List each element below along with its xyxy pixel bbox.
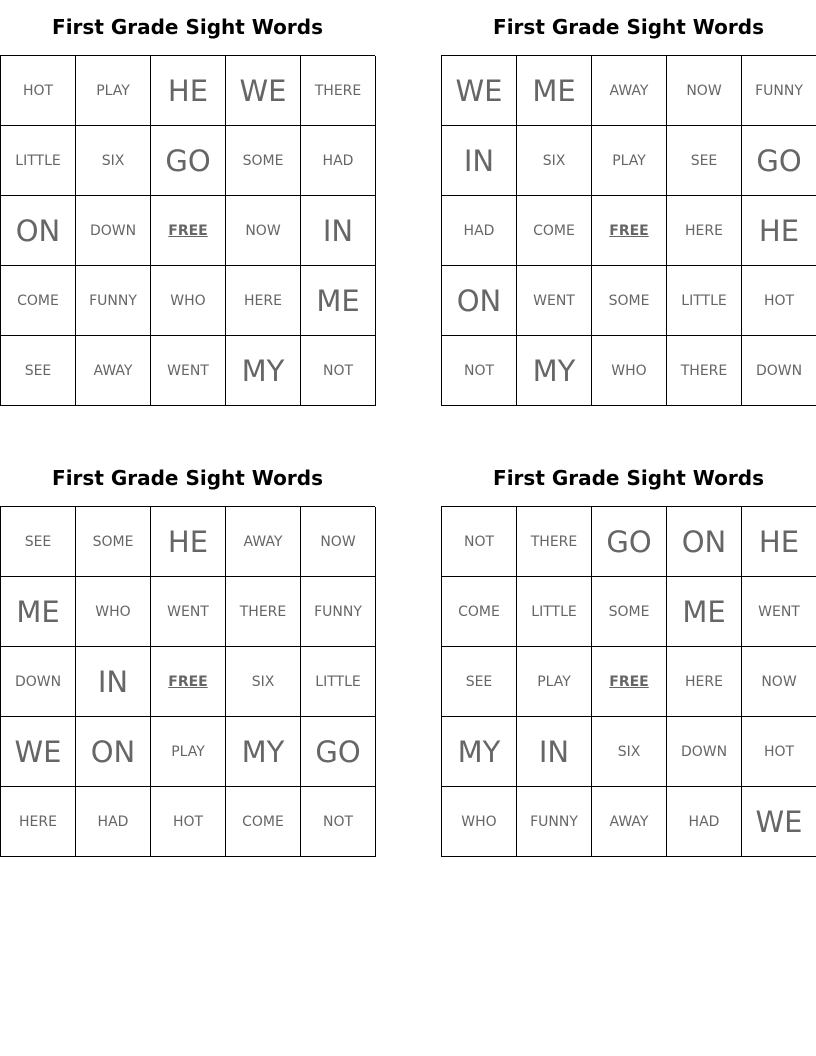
free-space-cell: FREE <box>151 647 226 717</box>
word-cell: SEE <box>1 507 76 577</box>
word-cell: SIX <box>517 126 592 196</box>
word-cell: NOT <box>301 787 376 857</box>
word-cell: SOME <box>592 577 667 647</box>
card-title: First Grade Sight Words <box>493 15 764 39</box>
word-cell: LITTLE <box>517 577 592 647</box>
word-cell: MY <box>226 336 301 406</box>
word-cell: WENT <box>742 577 816 647</box>
word-cell: HOT <box>1 56 76 126</box>
word-cell: DOWN <box>1 647 76 717</box>
word-cell: WHO <box>76 577 151 647</box>
word-cell: SEE <box>1 336 76 406</box>
bingo-grid <box>441 55 816 406</box>
word-cell: GO <box>592 507 667 577</box>
word-cell: DOWN <box>76 196 151 266</box>
word-cell: HOT <box>742 266 816 336</box>
word-cell: NOW <box>226 196 301 266</box>
word-cell: HAD <box>667 787 742 857</box>
word-cell: NOW <box>667 56 742 126</box>
word-cell: NOT <box>442 507 517 577</box>
card-title: First Grade Sight Words <box>52 466 323 490</box>
word-cell: IN <box>76 647 151 717</box>
word-cell: HERE <box>1 787 76 857</box>
word-cell: WE <box>442 56 517 126</box>
word-cell: IN <box>517 717 592 787</box>
word-cell: PLAY <box>517 647 592 717</box>
word-cell: AWAY <box>76 336 151 406</box>
bingo-grid <box>441 506 816 857</box>
word-cell: LITTLE <box>301 647 376 717</box>
word-cell: ME <box>667 577 742 647</box>
word-cell: PLAY <box>151 717 226 787</box>
card-title: First Grade Sight Words <box>493 466 764 490</box>
free-space-cell: FREE <box>592 647 667 717</box>
word-cell: HE <box>742 196 816 266</box>
free-space-cell: FREE <box>592 196 667 266</box>
word-cell: LITTLE <box>1 126 76 196</box>
word-cell: COME <box>1 266 76 336</box>
word-cell: HAD <box>442 196 517 266</box>
word-cell: ON <box>667 507 742 577</box>
word-cell: DOWN <box>667 717 742 787</box>
word-cell: GO <box>742 126 816 196</box>
word-cell: NOW <box>301 507 376 577</box>
word-cell: COME <box>442 577 517 647</box>
word-cell: ME <box>517 56 592 126</box>
word-cell: WE <box>1 717 76 787</box>
word-cell: ME <box>301 266 376 336</box>
word-cell: THERE <box>226 577 301 647</box>
word-cell: FUNNY <box>301 577 376 647</box>
word-cell: WE <box>742 787 816 857</box>
word-cell: WENT <box>517 266 592 336</box>
word-cell: HERE <box>667 647 742 717</box>
word-cell: HE <box>151 507 226 577</box>
word-cell: WENT <box>151 336 226 406</box>
word-cell: ON <box>1 196 76 266</box>
word-cell: AWAY <box>226 507 301 577</box>
word-cell: DOWN <box>742 336 816 406</box>
word-cell: IN <box>301 196 376 266</box>
bingo-card-4 <box>441 451 816 857</box>
card-title: First Grade Sight Words <box>52 15 323 39</box>
bingo-grid <box>0 506 375 857</box>
word-cell: SIX <box>592 717 667 787</box>
word-cell: THERE <box>667 336 742 406</box>
word-cell: FUNNY <box>76 266 151 336</box>
word-cell: NOT <box>442 336 517 406</box>
word-cell: NOT <box>301 336 376 406</box>
word-cell: HOT <box>151 787 226 857</box>
word-cell: HAD <box>301 126 376 196</box>
word-cell: FUNNY <box>742 56 816 126</box>
word-cell: HERE <box>667 196 742 266</box>
word-cell: GO <box>151 126 226 196</box>
word-cell: WHO <box>592 336 667 406</box>
word-cell: HERE <box>226 266 301 336</box>
bingo-grid <box>0 55 375 406</box>
word-cell: WHO <box>442 787 517 857</box>
word-cell: HOT <box>742 717 816 787</box>
bingo-card-3 <box>0 451 375 857</box>
word-cell: WHO <box>151 266 226 336</box>
word-cell: THERE <box>301 56 376 126</box>
word-cell: ME <box>1 577 76 647</box>
word-cell: SOME <box>226 126 301 196</box>
word-cell: MY <box>442 717 517 787</box>
word-cell: PLAY <box>592 126 667 196</box>
word-cell: HAD <box>76 787 151 857</box>
word-cell: PLAY <box>76 56 151 126</box>
word-cell: THERE <box>517 507 592 577</box>
word-cell: NOW <box>742 647 816 717</box>
word-cell: FUNNY <box>517 787 592 857</box>
word-cell: SOME <box>592 266 667 336</box>
word-cell: LITTLE <box>667 266 742 336</box>
bingo-card-2 <box>441 0 816 406</box>
word-cell: SEE <box>667 126 742 196</box>
word-cell: AWAY <box>592 787 667 857</box>
word-cell: IN <box>442 126 517 196</box>
bingo-card-1 <box>0 0 375 406</box>
word-cell: WE <box>226 56 301 126</box>
word-cell: SIX <box>226 647 301 717</box>
free-space-cell: FREE <box>151 196 226 266</box>
word-cell: ON <box>442 266 517 336</box>
word-cell: ON <box>76 717 151 787</box>
word-cell: SEE <box>442 647 517 717</box>
word-cell: WENT <box>151 577 226 647</box>
word-cell: MY <box>226 717 301 787</box>
word-cell: HE <box>151 56 226 126</box>
word-cell: HE <box>742 507 816 577</box>
word-cell: GO <box>301 717 376 787</box>
word-cell: MY <box>517 336 592 406</box>
word-cell: SOME <box>76 507 151 577</box>
word-cell: COME <box>517 196 592 266</box>
word-cell: SIX <box>76 126 151 196</box>
word-cell: AWAY <box>592 56 667 126</box>
word-cell: COME <box>226 787 301 857</box>
